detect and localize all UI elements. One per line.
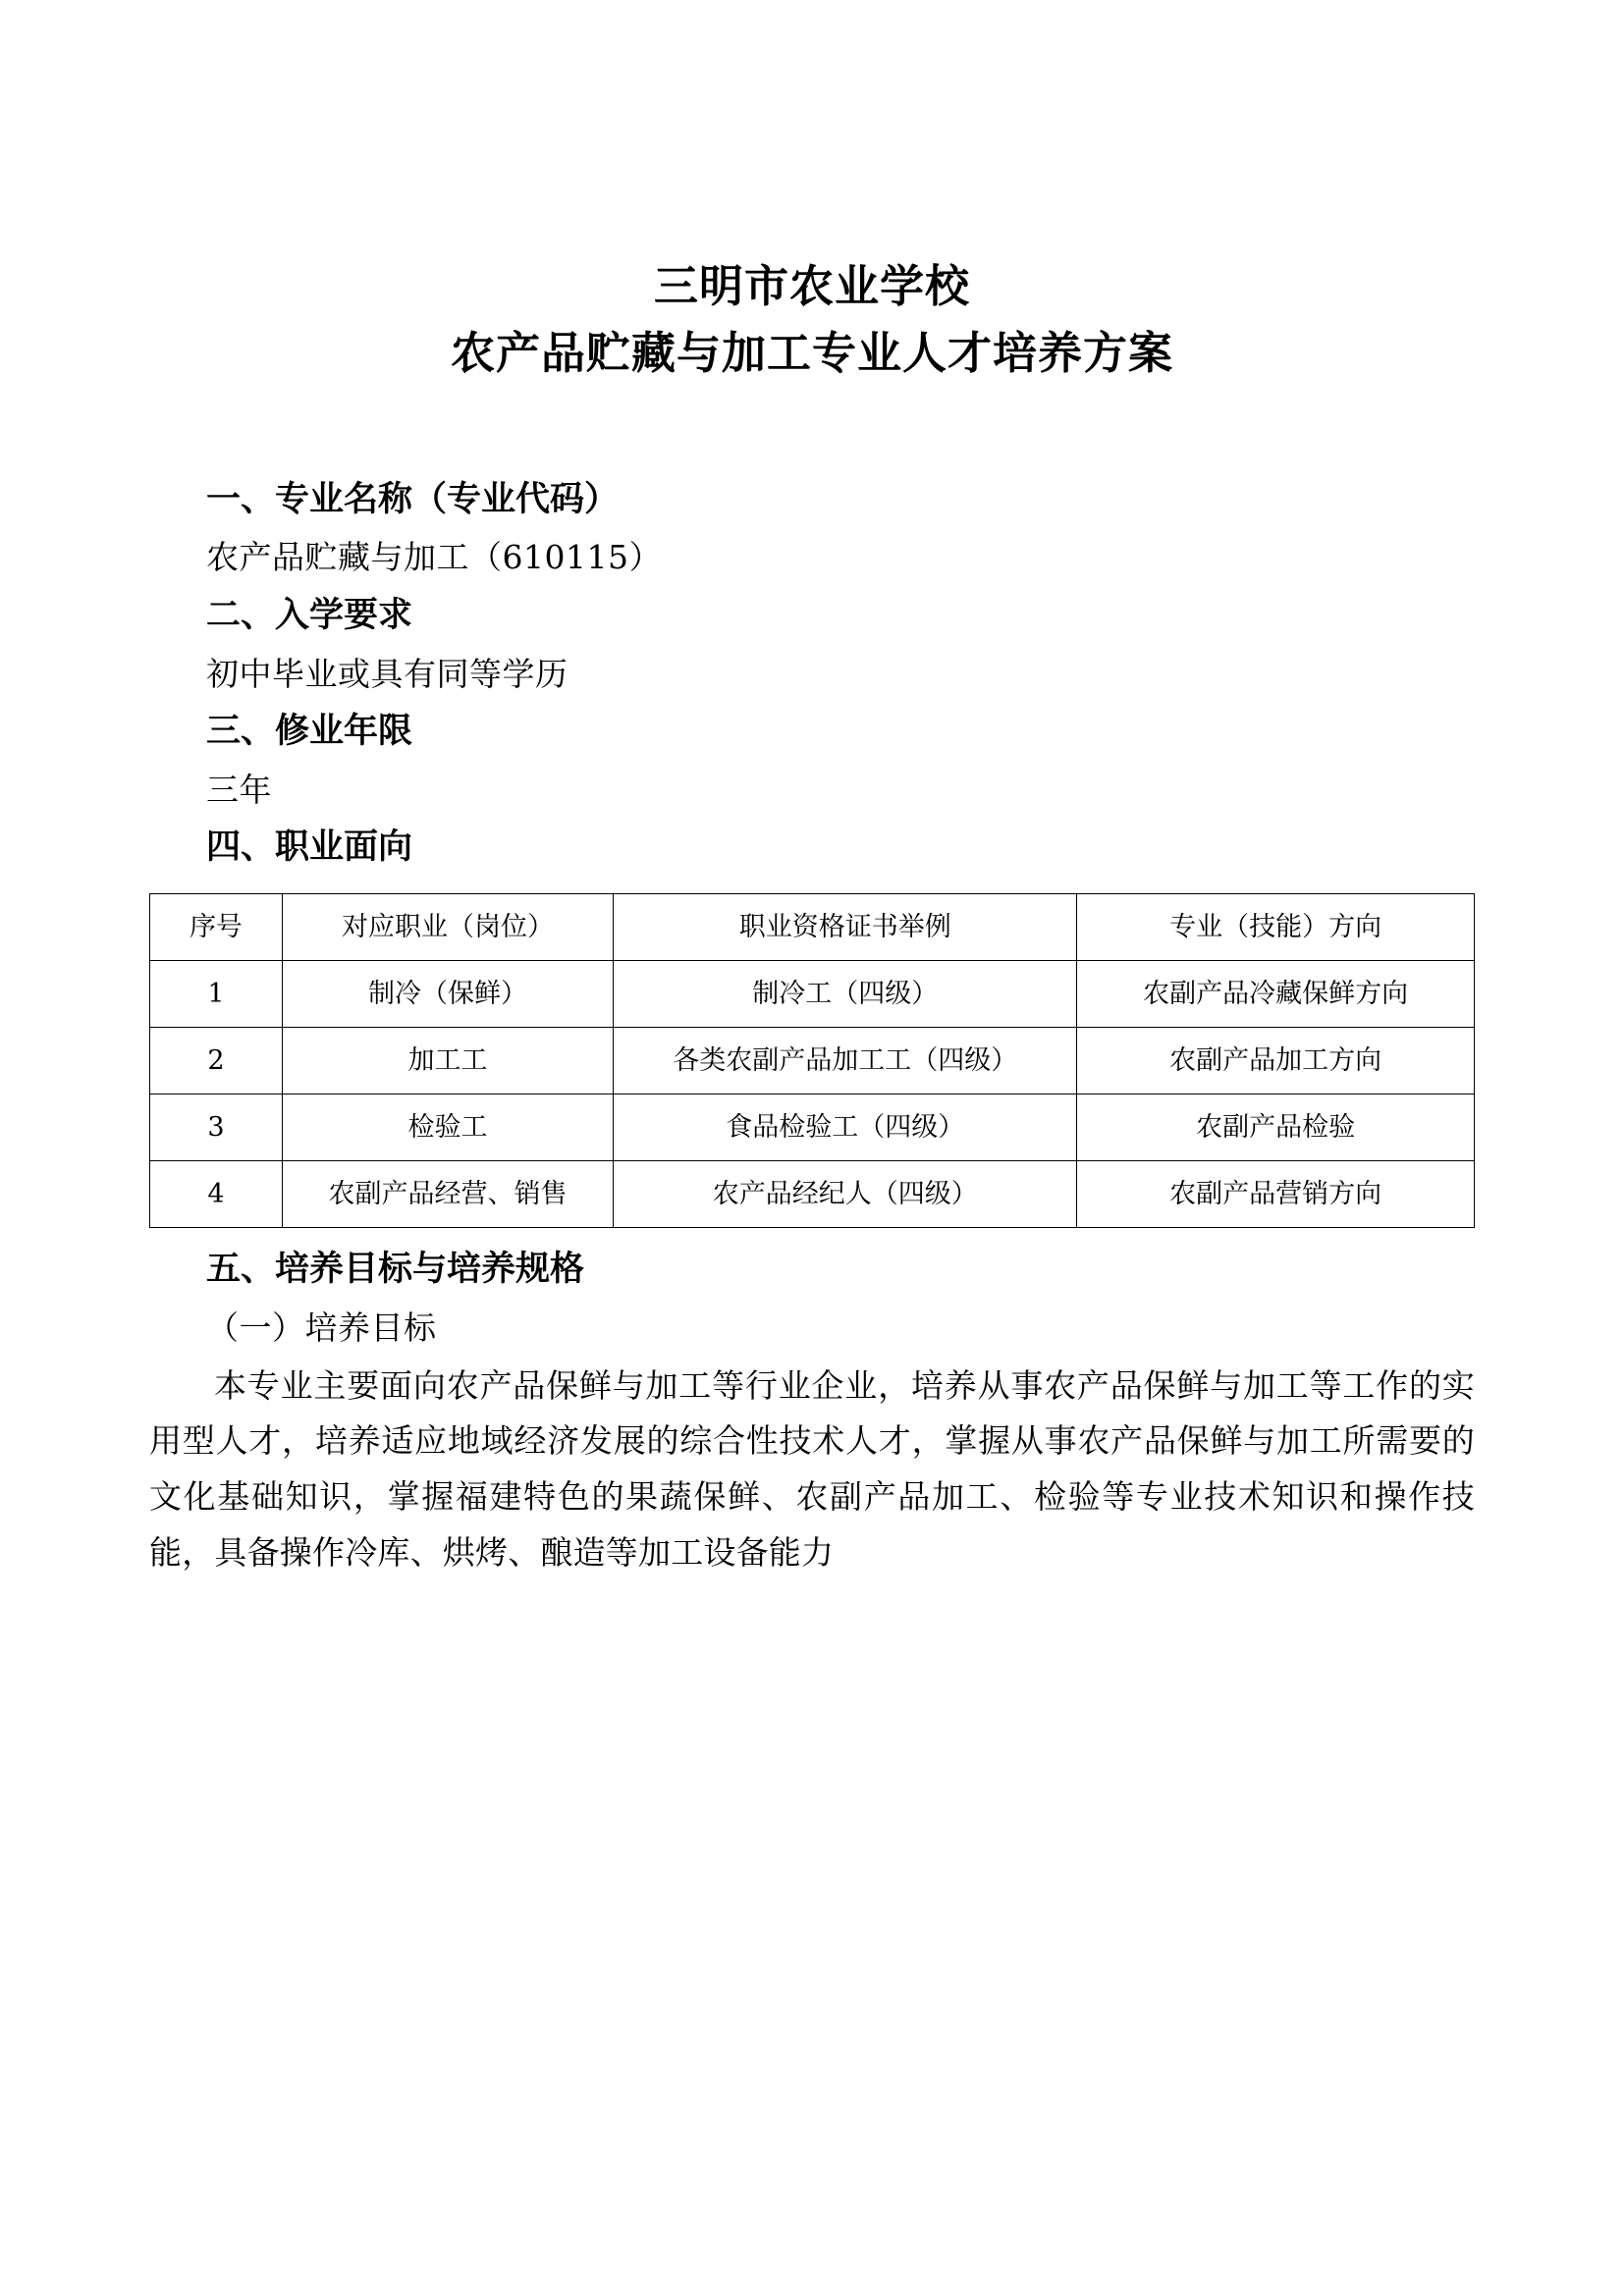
- table-cell: 制冷（保鲜）: [282, 960, 613, 1027]
- section-one-paragraph: 农产品贮藏与加工（610115）: [206, 538, 662, 577]
- job-orientation-table: [149, 893, 1475, 1228]
- section-five: [149, 1242, 1475, 1580]
- table-cell: 农副产品检验: [1077, 1095, 1475, 1161]
- section-five-body: [149, 1359, 1475, 1581]
- section-four: [149, 820, 1475, 1228]
- table-cell: 食品检验工（四级）: [614, 1095, 1077, 1161]
- table-row: [150, 1028, 1475, 1095]
- section-five-subheading: （一）培养目标: [206, 1308, 437, 1348]
- section-three-heading: 三、修业年限: [206, 712, 413, 752]
- table-cell: 农副产品营销方向: [1077, 1161, 1475, 1228]
- table-cell: 各类农副产品加工工（四级）: [614, 1028, 1077, 1095]
- table-cell: 农副产品加工方向: [1077, 1028, 1475, 1095]
- table-header-cell: 职业资格证书举例: [614, 893, 1077, 960]
- title-line-2: 农产品贮藏与加工专业人才培养方案: [450, 327, 1173, 380]
- table-cell: 农产品经纪人（四级）: [614, 1161, 1077, 1228]
- section-two: [149, 588, 1475, 700]
- section-one-heading: 一、专业名称（专业代码）: [206, 479, 620, 519]
- table-cell: 农副产品冷藏保鲜方向: [1077, 960, 1475, 1027]
- title-line-1: 三明市农业学校: [653, 260, 970, 312]
- section-three: [149, 704, 1475, 816]
- table-cell: 1: [150, 960, 283, 1027]
- section-three-paragraph: 三年: [206, 770, 272, 809]
- table-row: [150, 960, 1475, 1027]
- section-four-heading: 四、职业面向: [206, 828, 413, 868]
- table-cell: 制冷工（四级）: [614, 960, 1077, 1027]
- table-row: [150, 1095, 1475, 1161]
- table-cell: 3: [150, 1095, 283, 1161]
- table-header-cell: 专业（技能）方向: [1077, 893, 1475, 960]
- table-header-cell: 对应职业（岗位）: [282, 893, 613, 960]
- section-two-heading: 二、入学要求: [206, 595, 413, 635]
- section-five-heading: 五、培养目标与培养规格: [206, 1250, 585, 1290]
- section-two-paragraph: 初中毕业或具有同等学历: [206, 654, 568, 693]
- table-header-row: [150, 893, 1475, 960]
- table-cell: 农副产品经营、销售: [282, 1161, 613, 1228]
- section-one: [149, 472, 1475, 584]
- table-header-cell: 序号: [150, 893, 283, 960]
- section-five-body-text: 本专业主要面向农产品保鲜与加工等行业企业，培养从事农产品保鲜与加工等工作的实用型人才，培养适应地域经济发展的综合性技术人才，掌握从事农产品保鲜与加工所需要的文化基础知识，掌握福建特色的果蔬保鲜、农副产品加工、检验等专业技术知识和操作技能，具备操作冷库、烘烤、酿造等加工设备能力: [149, 1365, 1475, 1572]
- table-cell: 4: [150, 1161, 283, 1228]
- document-title: [149, 253, 1475, 388]
- table-cell: 2: [150, 1028, 283, 1095]
- table-cell: 检验工: [282, 1095, 613, 1161]
- table-cell: 加工工: [282, 1028, 613, 1095]
- table-row: [150, 1161, 1475, 1228]
